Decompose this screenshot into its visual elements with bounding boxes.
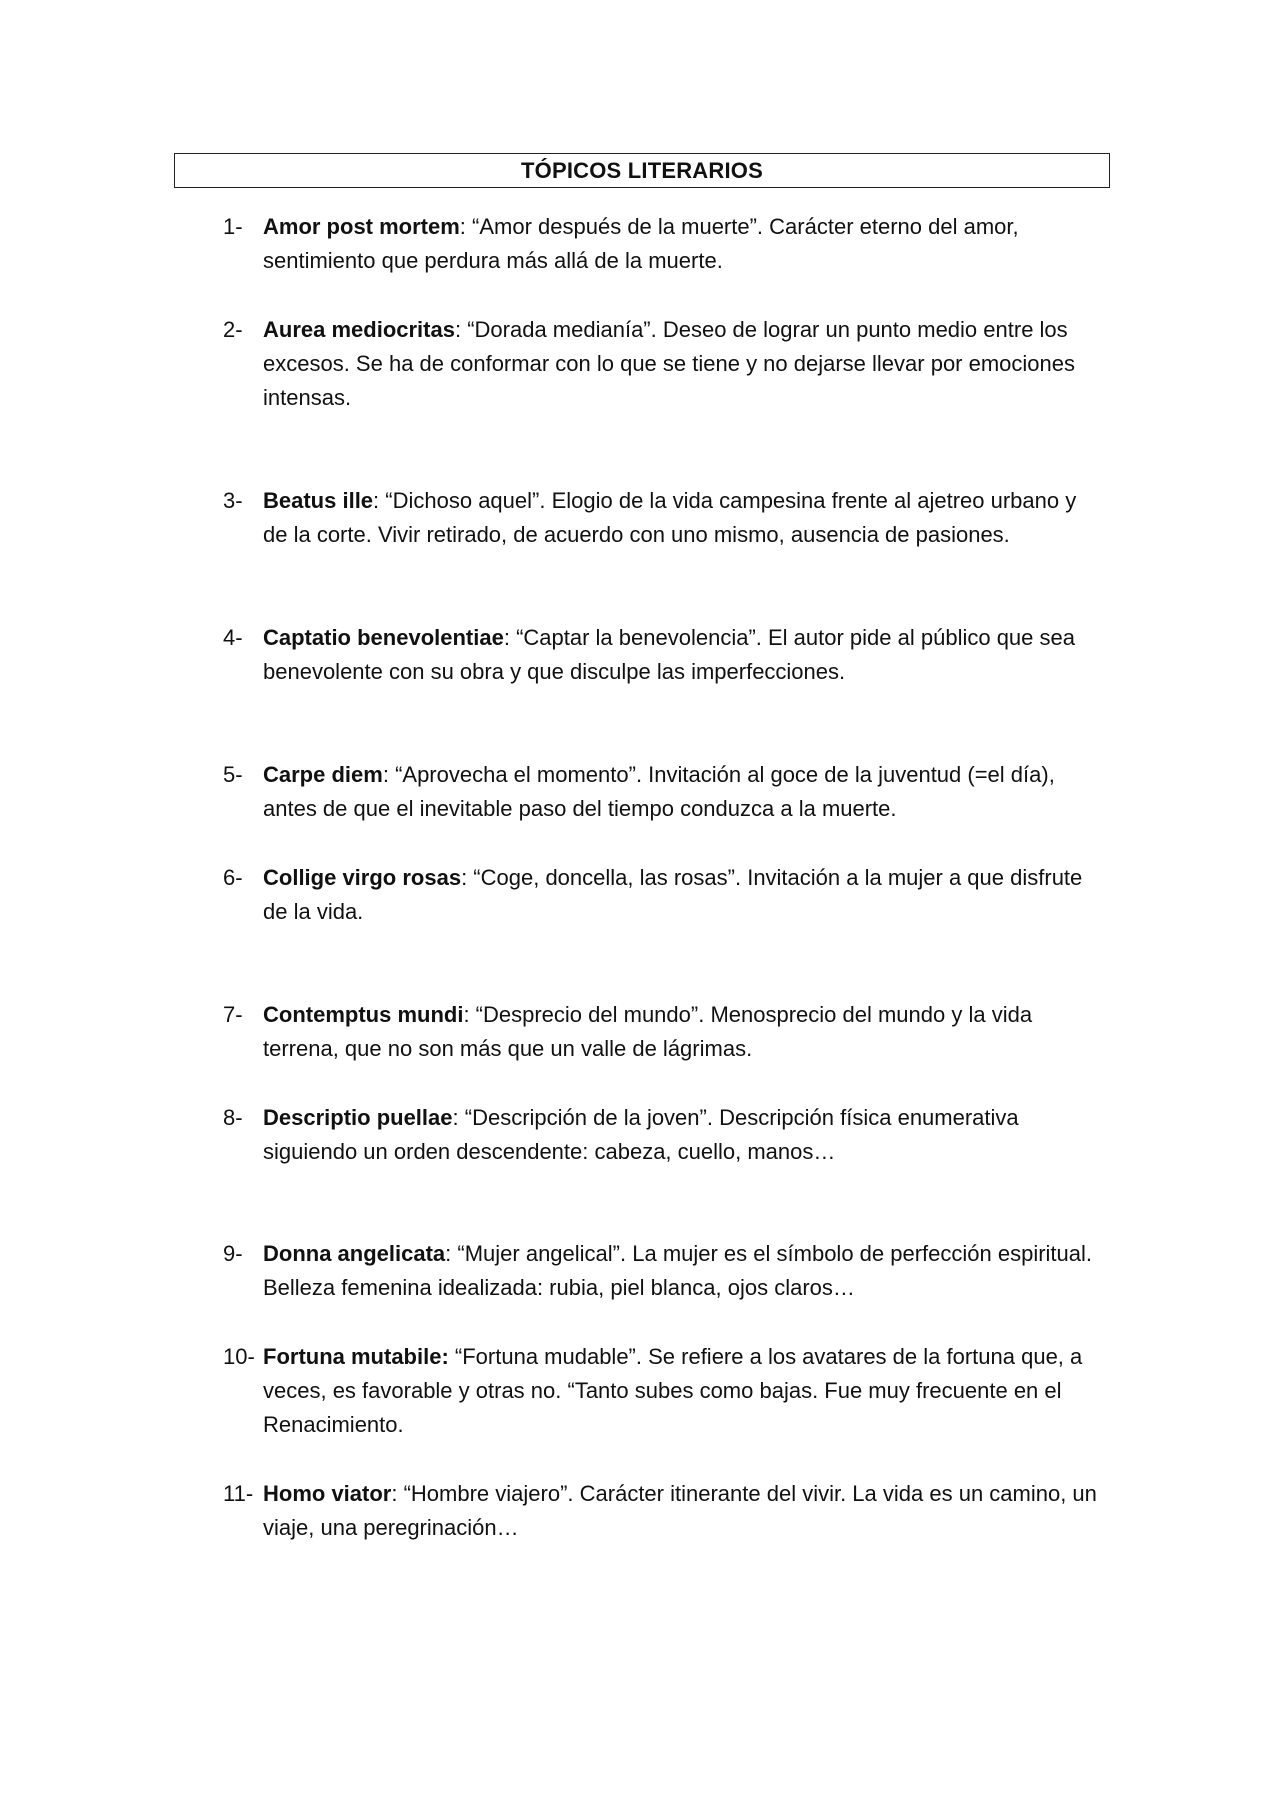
item-text: “Dorada medianía”. Deseo de lograr un punto medio entre los excesos. Se ha de conformar con lo que se tiene y no dejarse llevar por emociones intensas. xyxy=(263,317,1076,410)
item-body xyxy=(263,621,1103,689)
item-body xyxy=(263,861,1103,929)
item-number: 9- xyxy=(223,1241,243,1266)
item-term: Contemptus mundi xyxy=(263,1002,464,1027)
item-body xyxy=(263,313,1103,415)
list-item xyxy=(223,758,1103,826)
list-item xyxy=(223,861,1103,929)
item-separator: : xyxy=(459,214,473,239)
item-number: 3- xyxy=(223,488,243,513)
item-body xyxy=(263,210,1103,278)
item-text: “Hombre viajero”. Carácter itinerante del vivir. La vida es un camino, un viaje, una peregrinación… xyxy=(263,1481,1097,1540)
item-body xyxy=(263,1340,1103,1442)
item-number: 4- xyxy=(223,625,243,650)
item-number: 8- xyxy=(223,1105,243,1130)
item-number: 1- xyxy=(223,214,243,239)
item-term: Descriptio puellae xyxy=(263,1105,453,1130)
item-term: Captatio benevolentiae xyxy=(263,625,504,650)
item-term: Aurea mediocritas xyxy=(263,317,455,342)
item-body xyxy=(263,1477,1103,1545)
item-number: 6- xyxy=(223,865,243,890)
item-term: Collige virgo rosas xyxy=(263,865,462,890)
item-number: 7- xyxy=(223,1002,243,1027)
item-separator: : xyxy=(463,1002,476,1027)
item-term: Amor post mortem xyxy=(263,214,460,239)
item-text: “Amor después de la muerte”. Carácter eterno del amor, sentimiento que perdura más allá de la muerte. xyxy=(263,214,1019,273)
item-number: 5- xyxy=(223,762,243,787)
list-item xyxy=(223,998,1103,1066)
item-number: 11- xyxy=(223,1481,254,1506)
item-body xyxy=(263,1101,1103,1169)
item-number: 2- xyxy=(223,317,243,342)
item-separator: : xyxy=(445,1241,458,1266)
item-separator: : xyxy=(382,762,396,787)
item-term: Carpe diem xyxy=(263,762,383,787)
page-title: TÓPICOS LITERARIOS xyxy=(174,153,1110,188)
item-separator: : xyxy=(503,625,517,650)
item-number: 10- xyxy=(223,1344,255,1369)
list-item xyxy=(223,313,1103,415)
list-item xyxy=(223,621,1103,689)
list-item xyxy=(223,1340,1103,1442)
item-body xyxy=(263,484,1103,552)
list-item xyxy=(223,1477,1103,1545)
item-separator: : xyxy=(391,1481,404,1506)
item-body xyxy=(263,998,1103,1066)
item-text: “Mujer angelical”. La mujer es el símbolo de perfección espiritual. Belleza femenina idealizada: rubia, piel blanca, ojos claros… xyxy=(263,1241,1093,1300)
item-separator: : xyxy=(454,317,468,342)
item-separator: : xyxy=(461,865,474,890)
list-item xyxy=(223,484,1103,552)
item-term: Beatus ille xyxy=(263,488,374,513)
item-term: Donna angelicata xyxy=(263,1241,446,1266)
item-term: Homo viator xyxy=(263,1481,392,1506)
item-separator: : xyxy=(452,1105,465,1130)
item-text: “Descripción de la joven”. Descripción física enumerativa siguiendo un orden descendente: cabeza, cuello, manos… xyxy=(263,1105,1019,1164)
list-item xyxy=(223,1237,1103,1305)
list-item xyxy=(223,210,1103,278)
item-text: “Desprecio del mundo”. Menosprecio del mundo y la vida terrena, que no son más que un valle de lágrimas. xyxy=(263,1002,1033,1061)
item-term: Fortuna mutabile: xyxy=(263,1344,449,1369)
item-text: “Aprovecha el momento”. Invitación al goce de la juventud (=el día), antes de que el inevitable paso del tiempo conduzca a la muerte. xyxy=(263,762,1055,821)
item-text: “Fortuna mudable”. Se refiere a los avatares de la fortuna que, a veces, es favorable y otras no. “Tanto subes como bajas. Fue muy frecuente en el Renacimiento. xyxy=(263,1344,1083,1437)
item-body xyxy=(263,758,1103,826)
item-body xyxy=(263,1237,1103,1305)
item-text: “Coge, doncella, las rosas”. Invitación a la mujer a que disfrute de la vida. xyxy=(263,865,1083,924)
list-item xyxy=(223,1101,1103,1169)
item-separator: : xyxy=(373,488,386,513)
item-text: “Dichoso aquel”. Elogio de la vida campesina frente al ajetreo urbano y de la corte. Vivir retirado, de acuerdo con uno mismo, ausencia de pasiones. xyxy=(263,488,1077,547)
item-text: “Captar la benevolencia”. El autor pide al público que sea benevolente con su obra y que disculpe las imperfecciones. xyxy=(263,625,1075,684)
